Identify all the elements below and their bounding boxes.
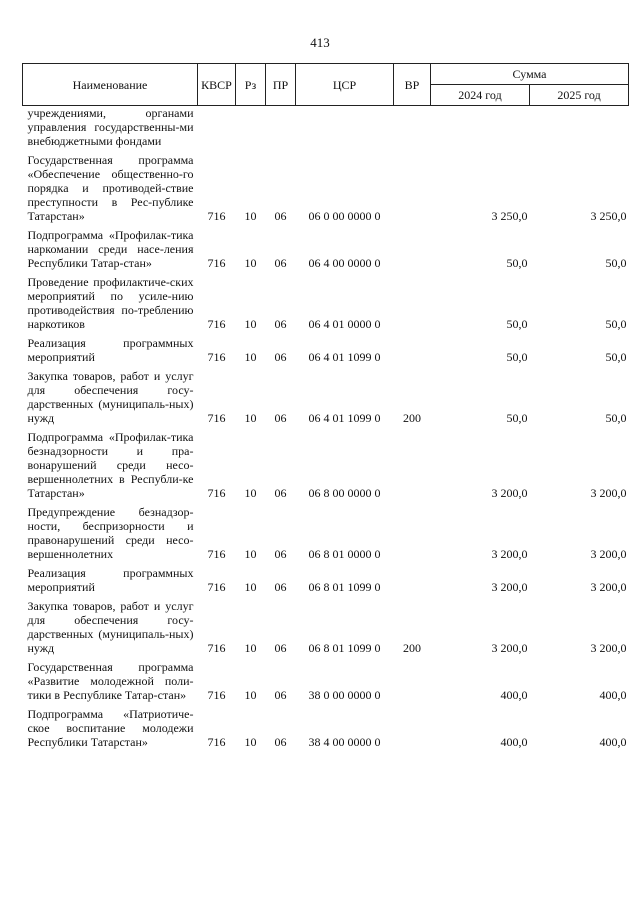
- row-vr: [394, 331, 431, 364]
- table-row: [23, 500, 629, 561]
- header-name: Наименование: [23, 64, 198, 106]
- header-vr: ВР: [394, 64, 431, 106]
- header-sum: Сумма: [431, 64, 629, 85]
- header-pr: ПР: [266, 64, 296, 106]
- row-pr: [266, 106, 296, 149]
- row-vr: [394, 425, 431, 500]
- row-pr: 06: [274, 547, 287, 561]
- row-vr: [394, 223, 431, 270]
- row-kvsr: 716: [207, 580, 226, 594]
- row-pr: 06: [274, 411, 287, 425]
- row-csr: 06 8 01 1099 0: [308, 641, 381, 655]
- row-sum-2025: 3 250,0: [590, 209, 627, 223]
- row-kvsr: 716: [207, 735, 226, 749]
- row-pr: 06: [274, 350, 287, 364]
- table-row: [23, 702, 629, 749]
- row-csr: 06 4 01 1099 0: [308, 350, 381, 364]
- page-number: 413: [310, 35, 330, 50]
- row-vr: [394, 148, 431, 223]
- row-csr: 06 4 01 0000 0: [308, 317, 381, 331]
- row-name: Проведение профилактиче-ских мероприятий по усиле-нию противодействия по-треблению наркотиков: [27, 275, 194, 331]
- row-pr: 06: [274, 735, 287, 749]
- row-rz: 10: [244, 350, 257, 364]
- row-sum-2024: 400,0: [500, 688, 528, 702]
- table-row: [23, 223, 629, 270]
- row-sum-2025: 400,0: [599, 735, 627, 749]
- row-name: Реализация программных мероприятий: [27, 566, 194, 594]
- row-sum-2025: 3 200,0: [590, 641, 627, 655]
- row-pr: 06: [274, 688, 287, 702]
- row-vr: [394, 106, 431, 149]
- row-vr: [394, 655, 431, 702]
- row-pr: 06: [274, 256, 287, 270]
- row-name: Подпрограмма «Профилак-тика безнадзорности и пра-вонарушений среди несо-вершеннолетних в Республи-ке Татарстан»: [27, 430, 194, 500]
- header-rz: Рз: [236, 64, 266, 106]
- row-rz: [236, 106, 266, 149]
- row-sum-2024: 50,0: [506, 411, 528, 425]
- row-rz: 10: [244, 688, 257, 702]
- row-sum-2024: 3 200,0: [491, 641, 528, 655]
- row-sum-2025: 400,0: [599, 688, 627, 702]
- row-sum-2024: 3 250,0: [491, 209, 528, 223]
- row-pr: 06: [274, 317, 287, 331]
- row-csr: [296, 106, 394, 149]
- row-pr: 06: [274, 580, 287, 594]
- row-vr: [394, 500, 431, 561]
- row-rz: 10: [244, 256, 257, 270]
- header-csr: ЦСР: [296, 64, 394, 106]
- row-kvsr: 716: [207, 688, 226, 702]
- table-row: [23, 594, 629, 655]
- row-name: учреждениями, органами управления государственны-ми внебюджетными фондами: [27, 106, 194, 148]
- row-sum-2024: 3 200,0: [491, 486, 528, 500]
- row-name: Подпрограмма «Патриотиче-ское воспитание молодежи Республики Татарстан»: [27, 707, 194, 749]
- table-row: [23, 331, 629, 364]
- row-csr: 06 8 01 1099 0: [308, 580, 381, 594]
- row-sum-2025: [530, 106, 629, 149]
- row-sum-2025: 3 200,0: [590, 547, 627, 561]
- row-name: Предупреждение безнадзор-ности, беспризорности и правонарушений среди несо-вершеннолетних: [27, 505, 194, 561]
- row-sum-2025: 50,0: [605, 350, 627, 364]
- row-csr: 06 8 00 0000 0: [308, 486, 381, 500]
- row-sum-2024: 50,0: [506, 350, 528, 364]
- row-pr: 06: [274, 209, 287, 223]
- row-name: Подпрограмма «Профилак-тика наркомании среди насе-ления Республики Татар-стан»: [27, 228, 194, 270]
- table-row: [23, 561, 629, 594]
- table-row: [23, 148, 629, 223]
- table-row: [23, 425, 629, 500]
- row-rz: 10: [244, 641, 257, 655]
- row-vr: 200: [403, 641, 421, 655]
- row-name: Закупка товаров, работ и услуг для обеспечения госу-дарственных (муниципаль-ных) нужд: [27, 369, 194, 425]
- row-pr: 06: [274, 641, 287, 655]
- header-2024: 2024 год: [431, 85, 530, 106]
- row-pr: 06: [274, 486, 287, 500]
- row-sum-2025: 3 200,0: [590, 580, 627, 594]
- row-sum-2024: 400,0: [500, 735, 528, 749]
- row-name: Государственная программа «Обеспечение общественно-го порядка и противодей-ствие преступности в Рес-публике Татарстан»: [27, 153, 194, 223]
- row-kvsr: 716: [207, 486, 226, 500]
- row-name: Реализация программных мероприятий: [27, 336, 194, 364]
- row-csr: 38 0 00 0000 0: [308, 688, 381, 702]
- row-vr: 200: [403, 411, 421, 425]
- row-sum-2025: 50,0: [605, 317, 627, 331]
- row-vr: [394, 702, 431, 749]
- row-csr: 06 4 01 1099 0: [308, 411, 381, 425]
- row-kvsr: 716: [207, 641, 226, 655]
- row-kvsr: 716: [207, 256, 226, 270]
- row-sum-2024: 50,0: [506, 317, 528, 331]
- row-kvsr: [198, 106, 236, 149]
- row-kvsr: 716: [207, 209, 226, 223]
- row-csr: 06 8 01 0000 0: [308, 547, 381, 561]
- header-2025: 2025 год: [530, 85, 629, 106]
- row-kvsr: 716: [207, 411, 226, 425]
- row-kvsr: 716: [207, 547, 226, 561]
- row-sum-2024: [431, 106, 530, 149]
- row-csr: 06 4 00 0000 0: [308, 256, 381, 270]
- row-kvsr: 716: [207, 317, 226, 331]
- row-vr: [394, 270, 431, 331]
- row-sum-2025: 3 200,0: [590, 486, 627, 500]
- table-row: [23, 106, 629, 149]
- row-rz: 10: [244, 580, 257, 594]
- row-rz: 10: [244, 317, 257, 331]
- row-rz: 10: [244, 411, 257, 425]
- row-name: Государственная программа «Развитие молодежной поли-тики в Республике Татар-стан»: [27, 660, 194, 702]
- row-csr: 38 4 00 0000 0: [308, 735, 381, 749]
- row-kvsr: 716: [207, 350, 226, 364]
- row-sum-2024: 3 200,0: [491, 547, 528, 561]
- table-header: [23, 64, 629, 106]
- table-row: [23, 270, 629, 331]
- row-name: Закупка товаров, работ и услуг для обеспечения госу-дарственных (муниципаль-ных) нужд: [27, 599, 194, 655]
- table-row: [23, 655, 629, 702]
- row-rz: 10: [244, 735, 257, 749]
- row-sum-2025: 50,0: [605, 411, 627, 425]
- header-kvsr: КВСР: [198, 64, 236, 106]
- row-sum-2024: 50,0: [506, 256, 528, 270]
- row-sum-2025: 50,0: [605, 256, 627, 270]
- table-body: [23, 106, 629, 750]
- row-rz: 10: [244, 486, 257, 500]
- row-sum-2024: 3 200,0: [491, 580, 528, 594]
- budget-table: [22, 63, 629, 749]
- row-csr: 06 0 00 0000 0: [308, 209, 381, 223]
- row-vr: [394, 561, 431, 594]
- table-row: [23, 364, 629, 425]
- row-rz: 10: [244, 209, 257, 223]
- row-rz: 10: [244, 547, 257, 561]
